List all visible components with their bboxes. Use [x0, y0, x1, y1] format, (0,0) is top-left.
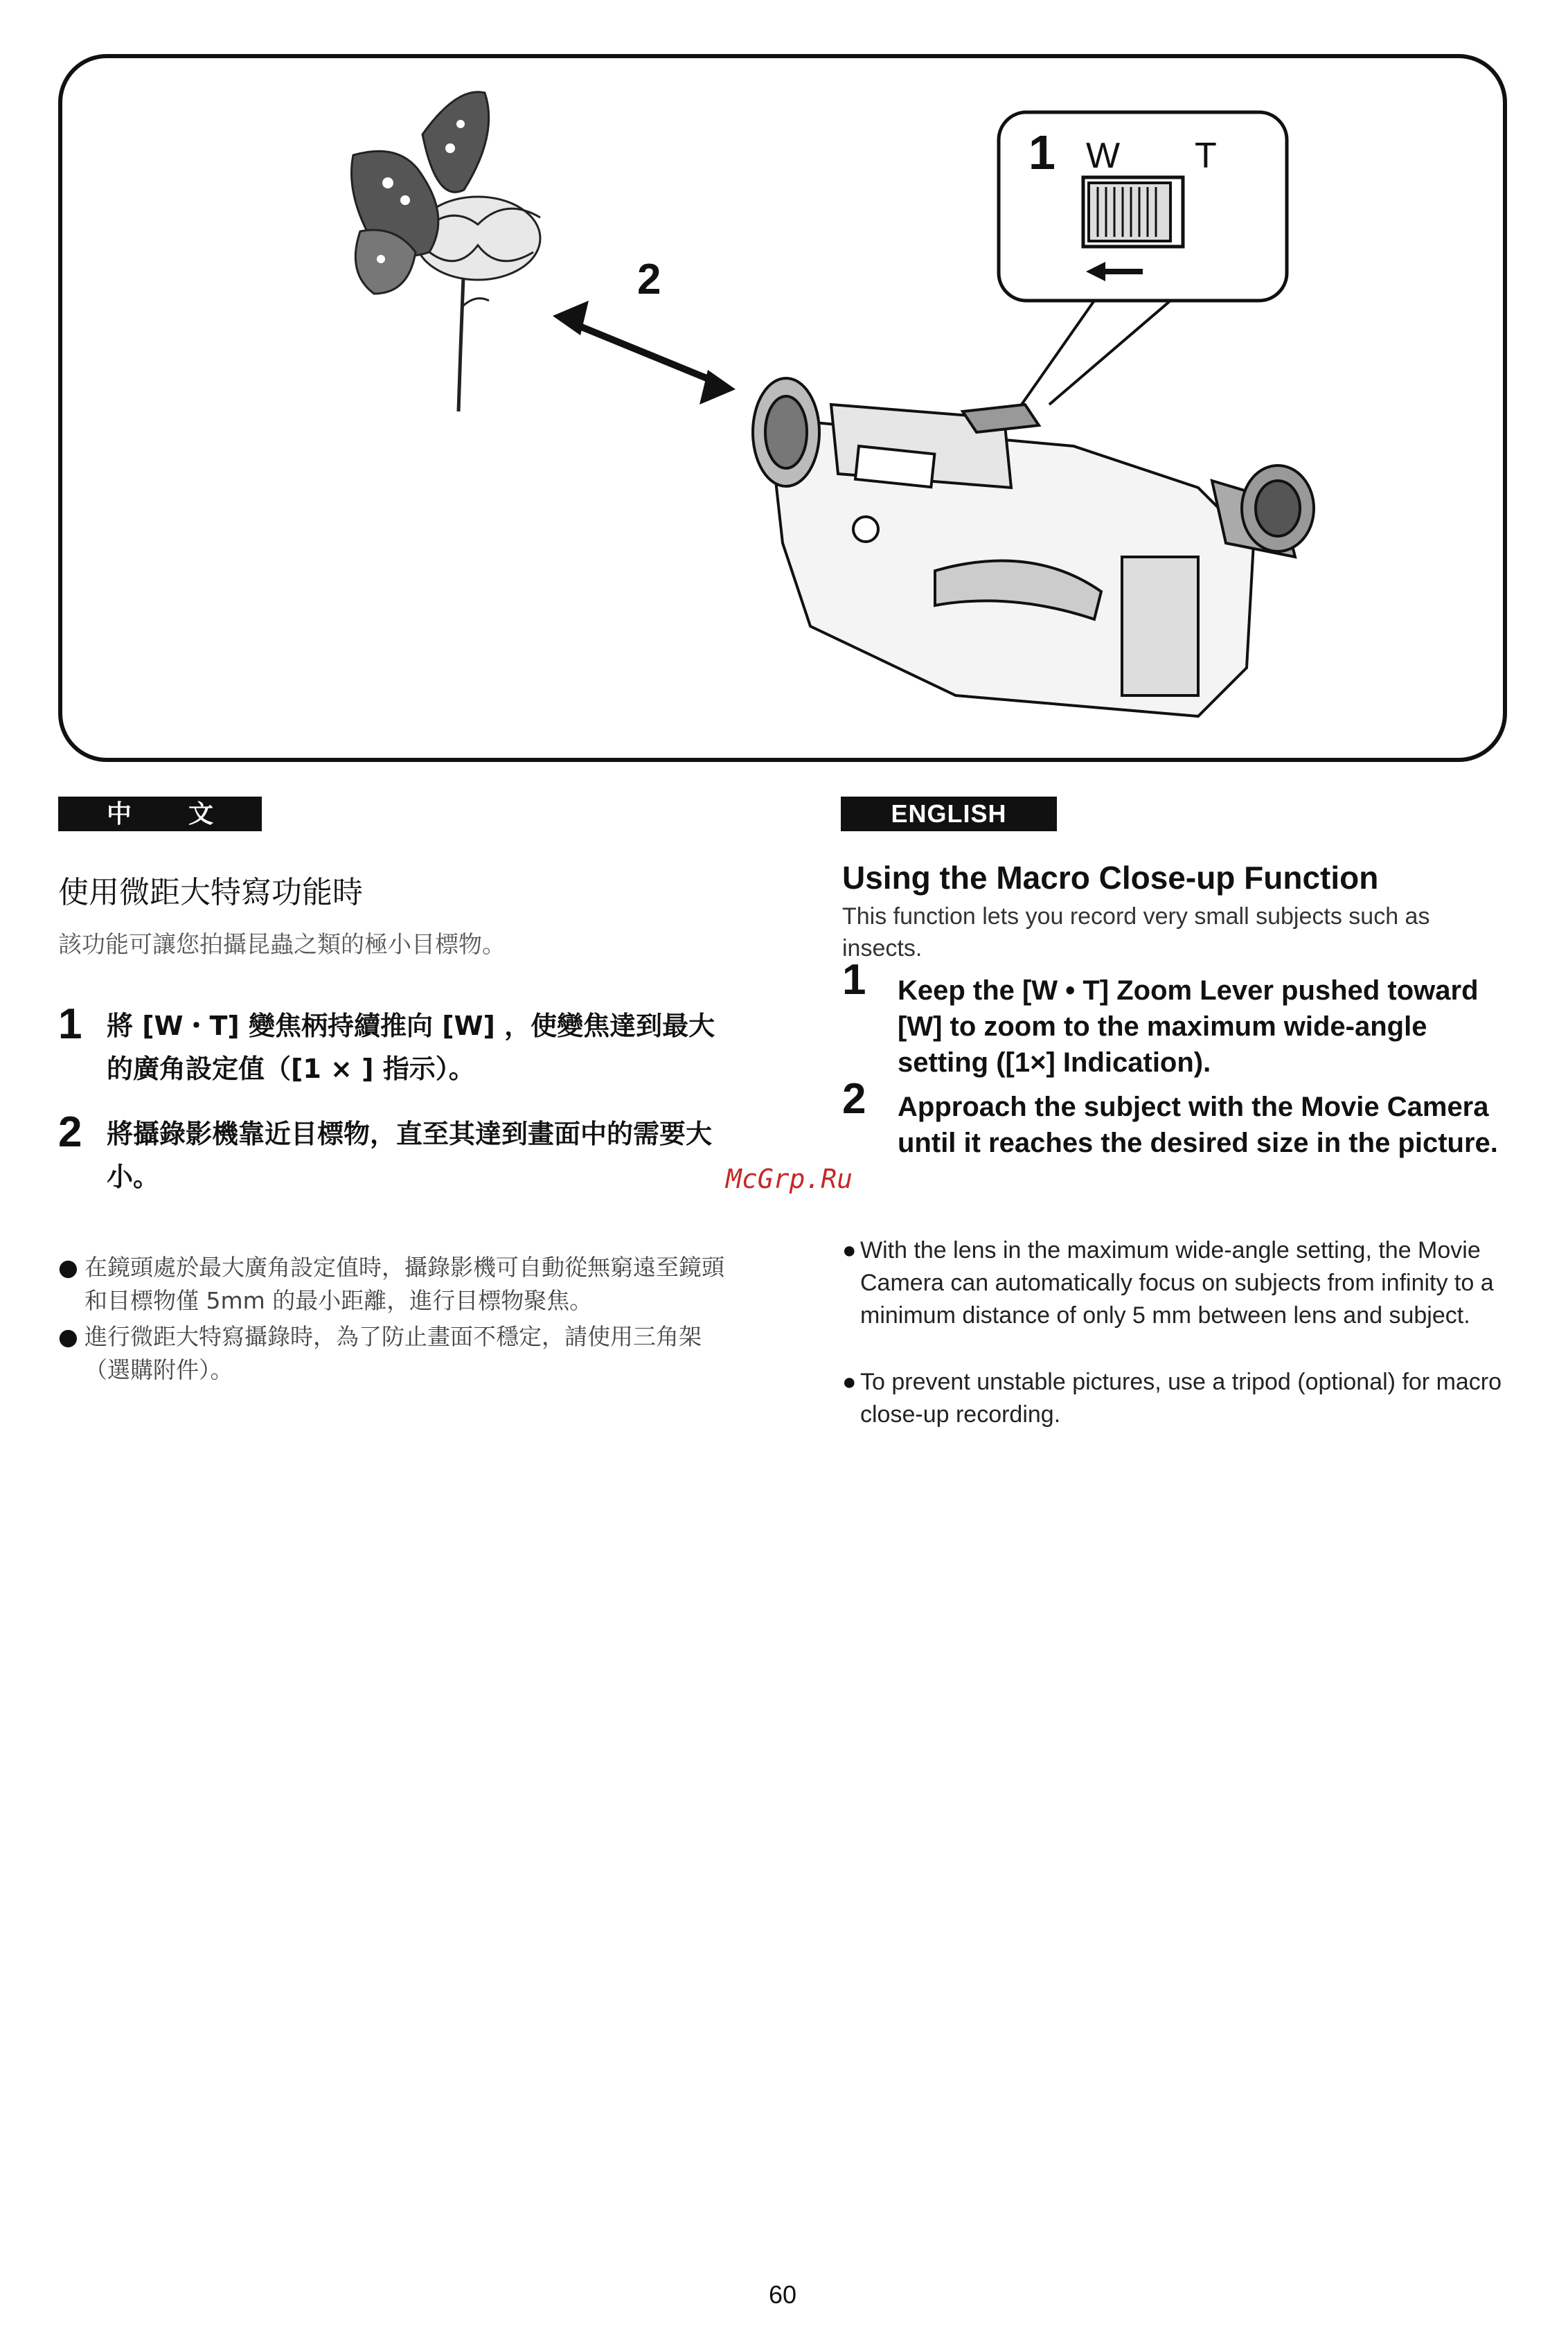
english-step-2-text: Approach the subject with the Movie Camera until it reaches the desired size in the picture.: [898, 1092, 1498, 1158]
english-note-2: [842, 1366, 1521, 1431]
chinese-note-2: [58, 1320, 744, 1387]
english-note-1-text: With the lens in the maximum wide-angle setting, the Movie Camera can automatically focus on subjects from infinity to a minimum distance of only 5 mm between lens and subject.: [860, 1237, 1494, 1329]
chinese-note-1-text: 在鏡頭處於最大廣角設定值時，攝錄影機可自動從無窮遠至鏡頭和目標物僅 5mm 的最小距離，進行目標物聚焦。: [84, 1254, 724, 1314]
distance-step-label: 2: [637, 256, 661, 303]
watermark: McGrp.Ru: [726, 1164, 853, 1194]
zoom-step-label: 1: [1028, 125, 1055, 179]
chinese-step-1-text: 將 [W・T] 變焦柄持續推向 [W] ，使變焦達到最大的廣角設定值（[1 × ] 指示）。: [107, 1011, 715, 1084]
english-step-2-number: 2: [842, 1075, 866, 1123]
chinese-step-2-number: 2: [58, 1108, 82, 1156]
bullet-icon: ●: [58, 1323, 78, 1350]
english-note-2-text: To prevent unstable pictures, use a tripod (optional) for macro close-up recording.: [860, 1369, 1502, 1428]
bullet-icon: ●: [58, 1254, 78, 1281]
chinese-intro: 該功能可讓您拍攝昆蟲之類的極小目標物。: [58, 931, 506, 959]
illustration-frame: [58, 54, 1507, 762]
bullet-icon: ●: [842, 1369, 857, 1395]
zoom-lever-icon: [1089, 183, 1170, 241]
chinese-step-1-number: 1: [58, 1000, 82, 1048]
chinese-title: 使用微距大特寫功能時: [58, 875, 363, 910]
illustration: [62, 58, 1511, 766]
english-step-1-text: Keep the [W • T] Zoom Lever pushed toward [W] to zoom to the maximum wide-angle setting ([1×] Indication).: [898, 975, 1479, 1078]
chinese-step-2-text: 將攝錄影機靠近目標物，直至其達到畫面中的需要大小。: [107, 1119, 713, 1192]
camcorder-icon: [753, 378, 1314, 716]
approach-arrow-icon: [553, 301, 736, 405]
chinese-language-tag: 中 文: [58, 797, 262, 831]
english-intro: This function lets you record very small subjects such as insects.: [842, 903, 1430, 961]
english-note-1: [842, 1234, 1521, 1332]
page-number: 60: [768, 2280, 797, 2309]
english-step-1-number: 1: [842, 956, 866, 1004]
chinese-note-2-text: 進行微距大特寫攝錄時，為了防止畫面不穩定，請使用三角架（選購附件）。: [84, 1323, 702, 1383]
butterfly-on-flower-icon: [352, 92, 541, 411]
english-language-tag: ENGLISH: [841, 797, 1057, 831]
english-title: Using the Macro Close-up Function: [842, 860, 1379, 896]
bullet-icon: ●: [842, 1237, 857, 1263]
tele-label: T: [1195, 136, 1217, 176]
wide-label: W: [1086, 136, 1121, 176]
zoom-lever-callout: [999, 112, 1287, 405]
chinese-note-1: [58, 1251, 744, 1318]
